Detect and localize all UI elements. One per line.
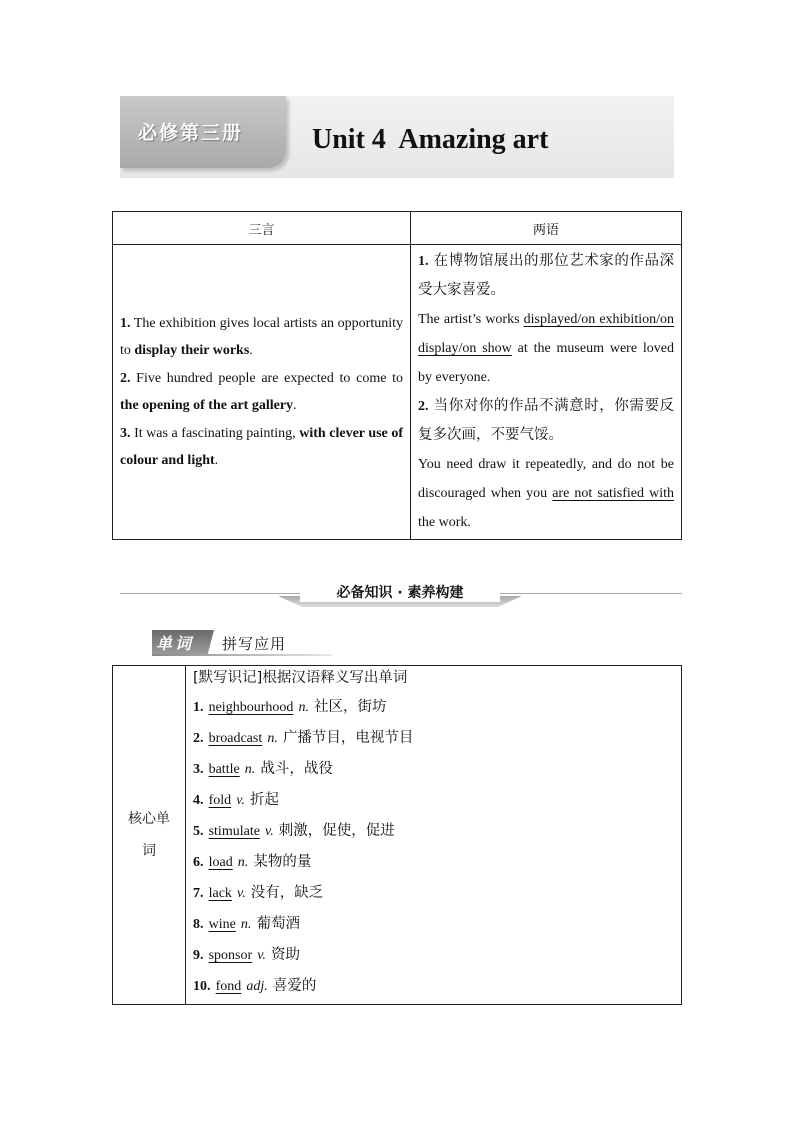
expression-table — [112, 211, 682, 540]
list-item: 3. battle n. 战斗，战役 — [193, 761, 333, 777]
translation-2-en: You need draw it repeatedly, and do not be discouraged when you are not satisfied with the work. — [418, 457, 674, 530]
translation-2-cn: 2. 当你对你的作品不满意时，你需要反复多次画，不要气馁。 — [418, 398, 674, 443]
translation-list — [411, 245, 682, 540]
list-item: 6. load n. 某物的量 — [193, 854, 312, 870]
word-badge-label: 单词 — [156, 634, 195, 653]
translation-1-cn: 1. 在博物馆展出的那位艺术家的作品深受大家喜爱。 — [418, 253, 674, 298]
book-tab-label: 必修第三册 — [138, 122, 244, 144]
col-header-liangyu: 两语 — [411, 212, 682, 245]
answer-blank: are not satisfied with — [552, 486, 674, 501]
vocab-table — [112, 665, 682, 1005]
section-title: 必备知识 · 素养构建 — [300, 582, 500, 602]
list-item: 9. sponsor v. 资助 — [193, 947, 301, 963]
unit-title: Unit 4 Amazing art — [312, 124, 549, 155]
sentence-2: 2. Five hundred people are expected to come to the opening of the art gallery. — [120, 370, 403, 413]
list-item: 7. lack v. 没有，缺乏 — [193, 885, 324, 901]
word-subtitle: 拼写应用 — [222, 635, 287, 653]
list-item: 2. broadcast n. 广播节目，电视节目 — [193, 730, 414, 746]
sentence-3: 3. It was a fascinating painting, with clever use of colour and light. — [120, 425, 403, 468]
list-item: 5. stimulate v. 刺激，促使，促进 — [193, 823, 395, 839]
vocab-label: 核心单词 — [113, 666, 186, 1005]
list-item: 4. fold v. 折起 — [193, 792, 280, 808]
list-item: 10. fond adj. 喜爱的 — [193, 978, 317, 994]
translation-1-en: The artist’s works displayed/on exhibition/on display/on show at the museum were loved by everyone. — [418, 312, 674, 385]
answer-blank: displayed/on exhibition/on display/on show — [418, 312, 674, 356]
vocab-instruction: [默写识记]根据汉语释义写出单词 — [193, 670, 408, 686]
col-header-sanyan: 三言 — [113, 212, 411, 245]
list-item: 1. neighbourhood n. 社区，街坊 — [193, 699, 387, 715]
vocab-list — [186, 666, 682, 1005]
list-item: 8. wine n. 葡萄酒 — [193, 916, 300, 932]
sentence-list — [113, 245, 411, 540]
word-underline — [152, 654, 332, 656]
sentence-1: 1. The exhibition gives local artists an opportunity to display their works. — [120, 315, 403, 358]
